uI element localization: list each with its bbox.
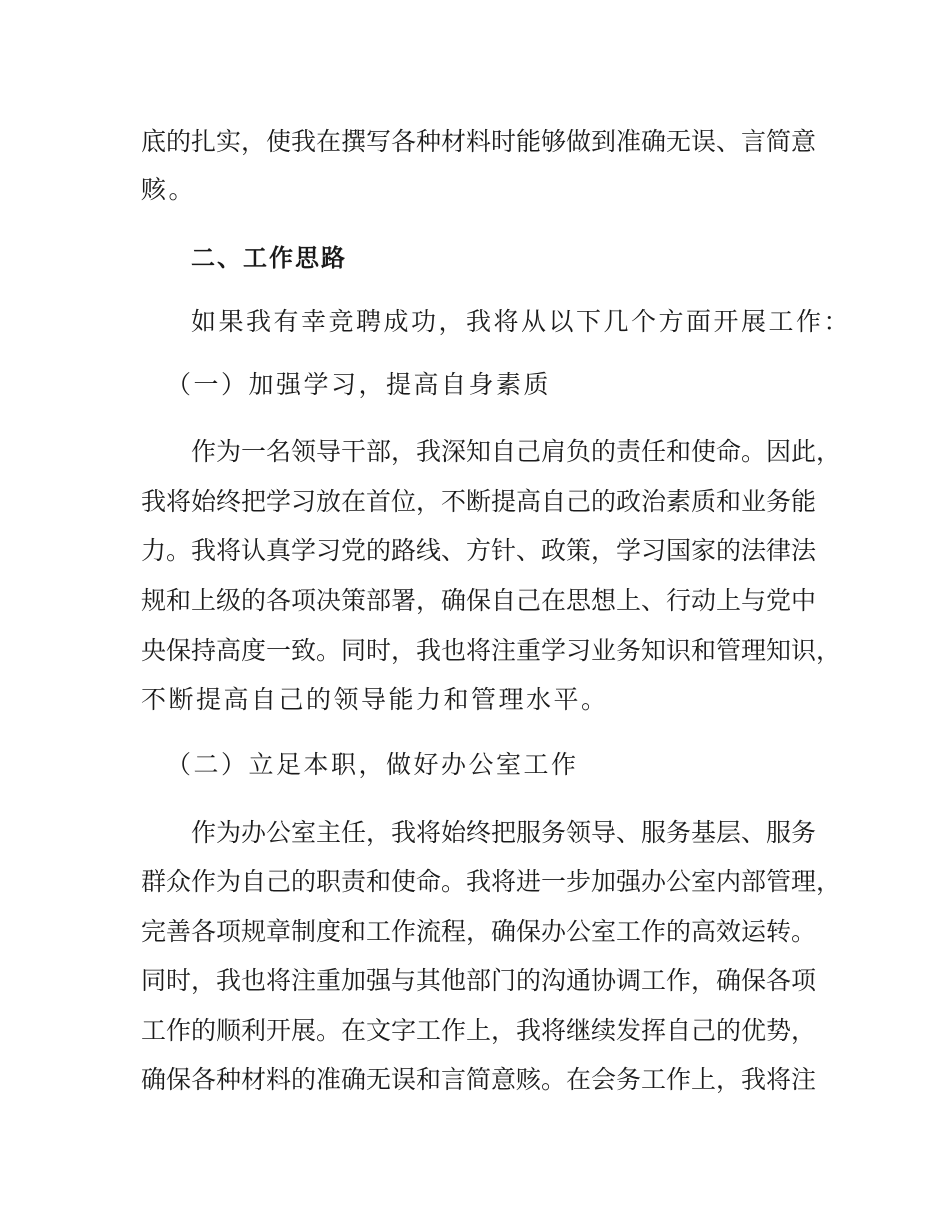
paragraph-line: 底的扎实，使我在撰写各种材料时能够做到准确无误、言简意	[141, 127, 817, 156]
paragraph-line: 赅。	[141, 175, 197, 204]
subsection-heading: （二）立足本职，做好办公室工作	[166, 750, 579, 779]
paragraph-line: 如果我有幸竞聘成功，我将从以下几个方面开展工作：	[191, 307, 852, 336]
paragraph-line: 作为一名领导干部，我深知自己肩负的责任和使命。因此，	[191, 437, 842, 466]
paragraph-line: 力。我将认真学习党的路线、方针、政策，学习国家的法律法	[141, 536, 817, 565]
paragraph-line: 作为办公室主任，我将始终把服务领导、服务基层、服务	[191, 818, 817, 847]
paragraph-line: 工作的顺利开展。在文字工作上，我将继续发挥自己的优势，	[141, 1016, 817, 1045]
subsection-heading: （一）加强学习，提高自身素质	[166, 370, 552, 399]
paragraph-line: 确保各种材料的准确无误和言简意赅。在会务工作上，我将注	[141, 1065, 817, 1094]
paragraph-line: 同时，我也将注重加强与其他部门的沟通协调工作，确保各项	[141, 966, 817, 995]
paragraph-line: 我将始终把学习放在首位，不断提高自己的政治素质和业务能	[141, 487, 817, 516]
paragraph-line: 规和上级的各项决策部署，确保自己在思想上、行动上与党中	[141, 586, 817, 615]
paragraph-line: 群众作为自己的职责和使命。我将进一步加强办公室内部管理，	[141, 867, 842, 896]
paragraph-line: 完善各项规章制度和工作流程，确保办公室工作的高效运转。	[141, 917, 817, 946]
paragraph-line: 央保持高度一致。同时，我也将注重学习业务知识和管理知识，	[141, 636, 842, 665]
paragraph-line: 不断提高自己的领导能力和管理水平。	[141, 685, 609, 714]
section-heading: 二、工作思路	[191, 244, 347, 272]
